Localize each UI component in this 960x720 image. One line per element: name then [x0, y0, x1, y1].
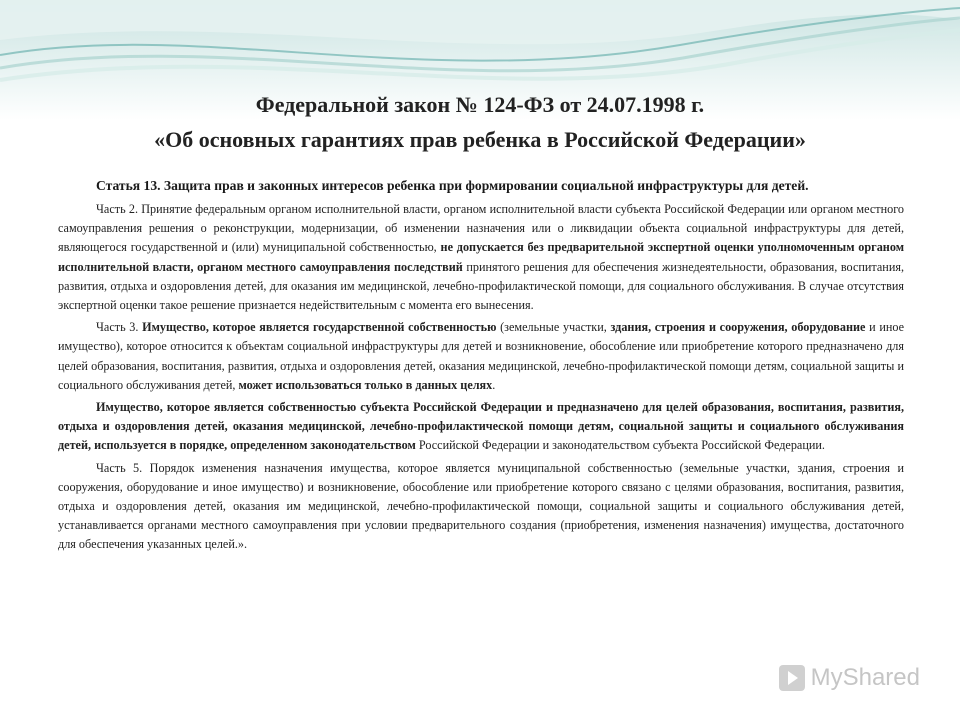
law-paragraph — [58, 200, 904, 315]
text-run: и иное имущество), которое относится к объектам социальной инфраструктуры для детей и возникновение, обособление или приобретение которого предназначено для целей образования, воспитания, развития, отдыха и оздоровления детей, оказания медицинской, лечебно-профилактической помощи детям, социальной защиты и социального обслуживания детей, — [58, 320, 905, 392]
text-run: . — [492, 377, 496, 392]
law-paragraph — [58, 318, 904, 395]
law-text — [58, 176, 904, 558]
bold-run: Имущество, которое является государственной собственностью — [142, 320, 497, 335]
bold-run: не допускается без предварительной экспертной оценки уполномоченным органом исполнительной власти, органом местного самоуправления последствий — [58, 240, 904, 274]
watermark — [779, 664, 920, 692]
text-run: Часть 5. Порядок изменения назначения имущества, которое является муниципальной собственностью (земельные участки, здания, строения и сооружения, оборудование и иное имущество) и возникновение, обособление или приобретение которого связано с целями образования, воспитания, развития, отдыха и оздоровления детей, оказания им медицинской, лечебно-профилактической помощи, социальной защиты и социального обслуживания детей, устанавливается органами местного самоуправления при условии предварительного создания (приобретения, изменения назначения) имущества, достаточного для обеспечения указанных целей.». — [58, 460, 904, 552]
play-icon — [779, 665, 805, 691]
text-run: (земельные участки, — [496, 320, 611, 335]
watermark-text: MyShared — [810, 664, 920, 691]
bold-run: здания, строения и сооружения, оборудование — [610, 320, 866, 335]
article-heading: Статья 13. Защита прав и законных интересов ребенка при формировании социальной инфраструктуры для детей. — [96, 178, 809, 193]
bold-run: Имущество, которое является собственностью субъекта Российской Федерации и предназначено для целей образования, воспитания, развития, отдыха и оздоровления детей, оказания медицинской, лечебно-профилактической помощи детям, социальной защиты и социального обслуживания детей, используется в порядке, определенном законодательством — [58, 400, 904, 453]
text-run: принятого решения для обеспечения жизнедеятельности, образования, воспитания, развития, отдыха и оздоровления детей, для оказания им медицинской, лечебно-профилактической помощи, для социального обслуживания. В случае отсутствия экспертной оценки такое решение признается недействительным с момента его вынесения. — [58, 259, 904, 313]
law-title: Федеральной закон № 124-ФЗ от 24.07.1998 г. — [255, 92, 705, 117]
law-paragraph — [58, 459, 904, 555]
law-paragraph — [58, 398, 904, 456]
bold-run: может использоваться только в данных целях — [238, 377, 493, 392]
paragraph-list — [58, 200, 904, 555]
text-run: Часть 2. Принятие федеральным органом исполнительной власти, органом исполнительной власти субъекта Российской Федерации или органом местного самоуправления решения о реконструкции, модернизации, об изменении назначения или о ликвидации объекта социальной инфраструктуры для детей, являющегося государственной и (или) муниципальной собственностью, — [58, 202, 904, 255]
text-run: Часть 3. — [96, 320, 143, 335]
law-subtitle: «Об основных гарантиях прав ребенка в Российской Федерации» — [154, 127, 806, 152]
text-run: Российской Федерации и законодательством субъекта Российской Федерации. — [415, 438, 825, 453]
